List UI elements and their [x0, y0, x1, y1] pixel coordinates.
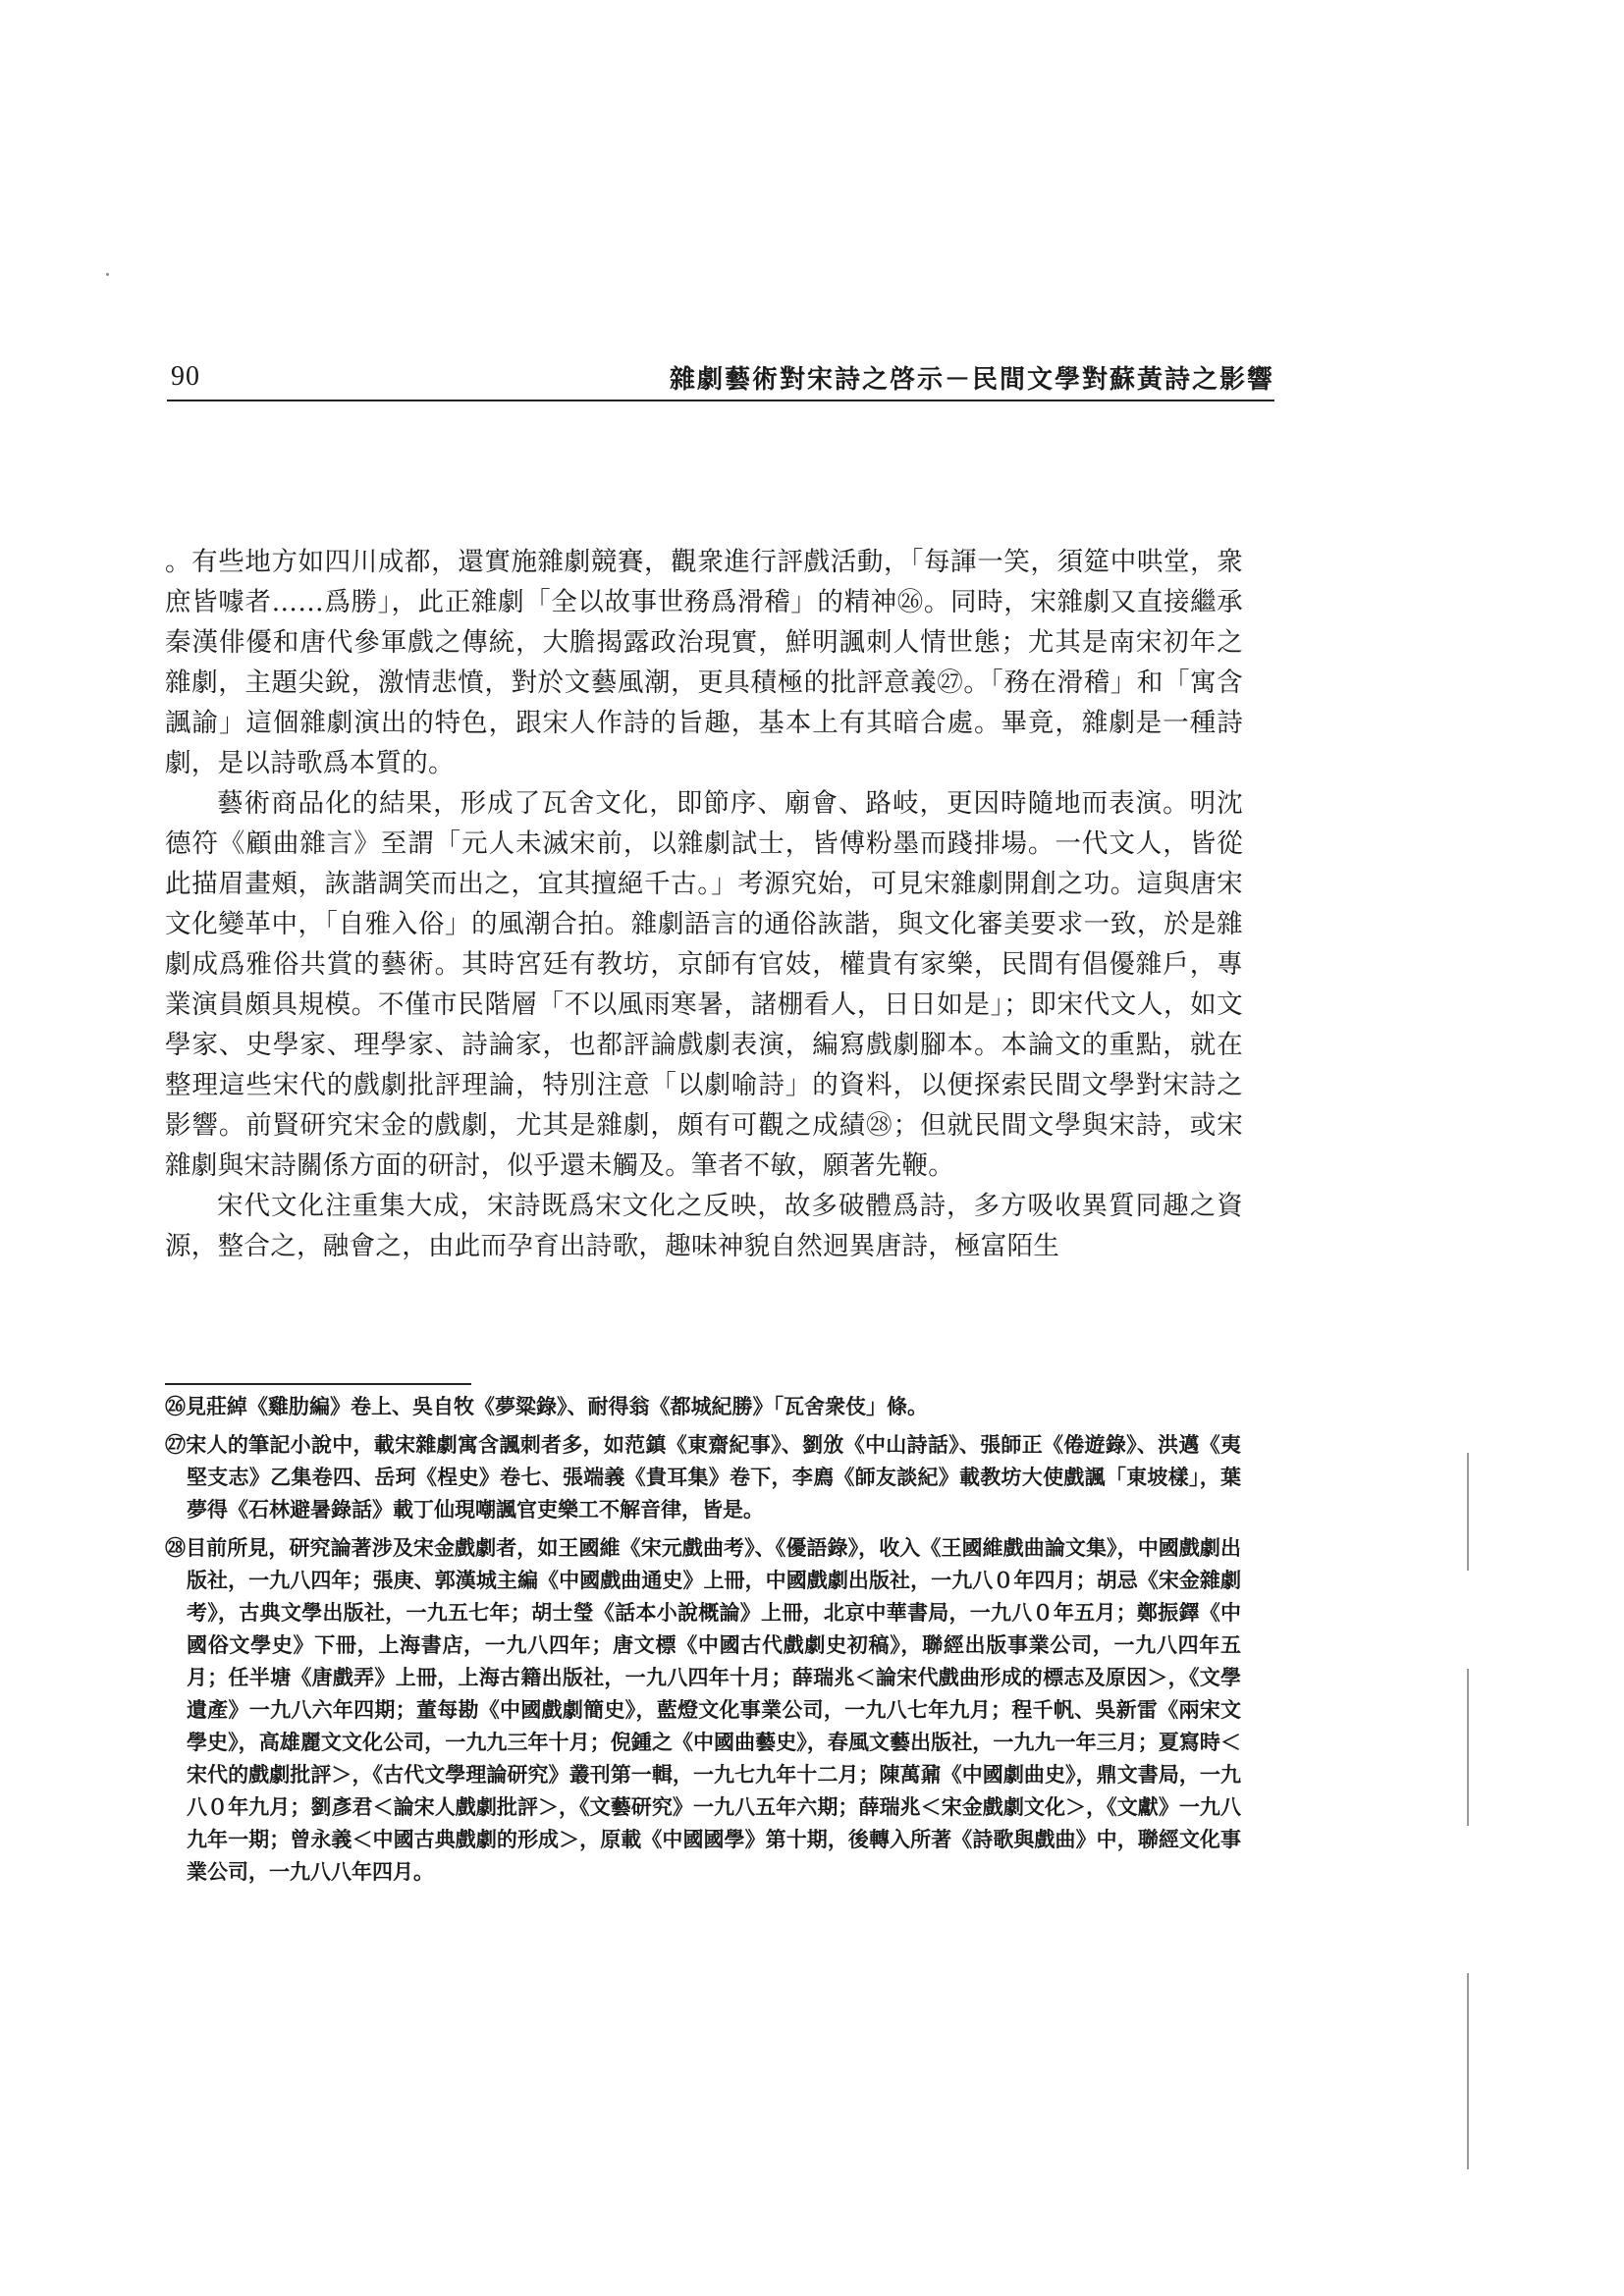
footnote-26: ㉖見莊綽《雞肋編》卷上、吳自牧《夢粱錄》、耐得翁《都城紀勝》「瓦舍衆伎」條。: [165, 1395, 928, 1418]
paragraph: 藝術商品化的結果，形成了瓦舍文化，即節序、廟會、路岐，更因時隨地而表演。明沈德符《顧曲雜言》至謂「元人未滅宋前，以雜劇試士，皆傅粉墨而踐排場。一代文人，皆從此描眉畫頰，詼諧調笑而出之，宜其擅絕千古。」考源究始，可見宋雜劇開創之功。這與唐宋文化變革中，「自雅入俗」的風潮合拍。雜劇語言的通俗詼諧，與文化審美要求一致，於是雜劇成爲雅俗共賞的藝術。其時宮廷有教坊，京師有官妓，權貴有家樂，民間有倡優雜戶，專業演員頗具規模。不僅市民階層「不以風雨寒暑，諸棚看人，日日如是」；即宋代文人，如文學家、史學家、理學家、詩論家，也都評論戲劇表演，編寫戲劇腳本。本論文的重點，就在整理這些宋代的戲劇批評理論，特別注意「以劇喻詩」的資料，以便探索民間文學對宋詩之影響。前賢研究宋金的戲劇，尤其是雜劇，頗有可觀之成績㉘；但就民間文學與宋詩，或宋雜劇與宋詩關係方面的研討，似乎還未觸及。筆者不敏，願著先鞭。: [165, 788, 1243, 1181]
footnote-rule: [165, 1383, 471, 1385]
header-rule: [167, 400, 1274, 401]
footnote-28: ㉘目前所見，研究論著涉及宋金戲劇者，如王國維《宋元戲曲考》、《優語錄》，收入《王國維戲曲論文集》，中國戲劇出版社，一九八四年；張庚、郭漢城主編《中國戲曲通史》上冊，中國戲劇出版社，一九八０年四月；胡忌《宋金雜劇考》，古典文學出版社，一九五七年；胡士瑩《話本小說概論》上冊，北京中華書局，一九八０年五月；鄭振鐸《中國俗文學史》下冊，上海書店，一九八四年；唐文標《中國古代戲劇史初稿》，聯經出版事業公司，一九八四年五月；任半塘《唐戲弄》上冊，上海古籍出版社，一九八四年十月；薛瑞兆＜論宋代戲曲形成的標志及原因＞，《文學遺產》一九八六年四期；董每勘《中國戲劇簡史》，藍燈文化事業公司，一九八七年九月；程千帆、吳新雷《兩宋文學史》，高雄麗文文化公司，一九九三年十月；倪鍾之《中國曲藝史》，春風文藝出版社，一九九一年三月；夏寫時＜宋代的戲劇批評＞，《古代文學理論研究》叢刊第一輯，一九七九年十二月；陳萬鼐《中國劇曲史》，鼎文書局，一九八０年九月；劉彥君＜論宋人戲劇批評＞，《文藝研究》一九八五年六期；薛瑞兆＜宋金戲劇文化＞，《文獻》一九八九年一期；曾永義＜中國古典戲劇的形成＞，原載《中國國學》第十期，後轉入所著《詩歌與戲曲》中，聯經文化事業公司，一九八八年四月。: [165, 1536, 1241, 1884]
paragraph: 宋代文化注重集大成，宋詩既爲宋文化之反映，故多破體爲詩，多方吸收異質同趣之資源，整合之，融會之，由此而孕育出詩歌，趣味神貌自然迥異唐詩，極富陌生: [165, 1191, 1243, 1261]
scan-edge-mark: [1467, 1973, 1469, 2169]
scan-speck: [106, 273, 109, 276]
footnotes: [165, 1391, 1241, 1895]
paragraph-continued: 。有些地方如四川成都，還實施雜劇競賽，觀衆進行評戲活動，「每諢一笑，須筵中哄堂，衆庶皆噱者……爲勝」，此正雜劇「全以故事世務爲滑稽」的精神㉖。同時，宋雜劇又直接繼承秦漢俳優和唐代參軍戲之傳統，大膽揭露政治現實，鮮明諷刺人情世態；尤其是南宋初年之雜劇，主題尖銳，激情悲憤，對於文藝風潮，更具積極的批評意義㉗。「務在滑稽」和「寓含諷諭」這個雜劇演出的特色，跟宋人作詩的旨趣，基本上有其暗合處。畢竟，雜劇是一種詩劇，是以詩歌爲本質的。: [165, 547, 1243, 778]
scan-edge-mark: [1467, 1453, 1469, 1571]
page-header: [167, 355, 1274, 400]
body-text: [165, 542, 1243, 1266]
scan-edge-mark: [1467, 1669, 1469, 1826]
footnote-27: ㉗宋人的筆記小說中，載宋雜劇寓含諷刺者多，如范鎮《東齋紀事》、劉攽《中山詩話》、張師正《倦遊錄》、洪邁《夷堅支志》乙集卷四、岳珂《桯史》卷七、張端義《貴耳集》卷下，李廌《師友談紀》載教坊大使戲諷「東坡樣」，葉夢得《石林避暑錄話》載丁仙現嘲諷官吏樂工不解音律，皆是。: [165, 1433, 1241, 1522]
page-number: 90: [171, 361, 200, 392]
running-title: 雜劇藝術對宋詩之啓示－民間文學對蘇黃詩之影響: [669, 365, 1274, 395]
